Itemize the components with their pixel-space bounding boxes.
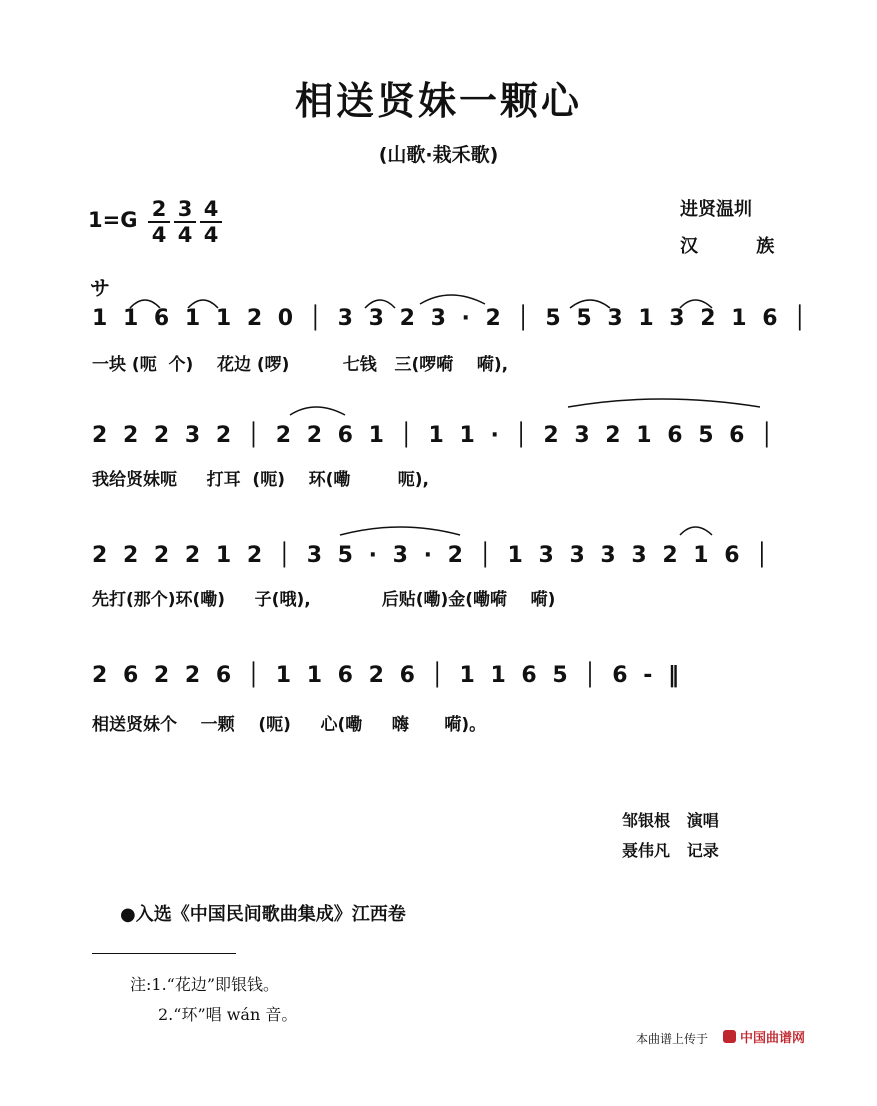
lyrics-line-3: 先打(那个)环(嘞) 子(哦), 后贴(嘞)金(嘞嗬 嗬) [92, 590, 556, 610]
notation-line-1: 1 1 6 1 1 2 0 │ 3 3 2 3 · 2 │ 5 5 3 1 3 2 1 6 │ [92, 306, 811, 331]
lyrics-line-1: 一块 (呃 个) 花边 (啰) 七钱 三(啰嗬 嗬), [92, 355, 509, 375]
credit-role: 记录 [686, 841, 719, 860]
meter-denominator: 4 [177, 223, 193, 247]
key-signature: 1=G [88, 208, 138, 232]
upload-text: 本曲谱上传于 [636, 1032, 709, 1046]
notation-line-3: 2 2 2 2 1 2 │ 3 5 · 3 · 2 │ 1 3 3 3 3 2 1 6 │ [92, 543, 773, 568]
site-name: 中国曲谱网 [740, 1031, 806, 1046]
credit-recorder [622, 838, 719, 861]
free-tempo-mark: サ [90, 276, 110, 300]
credit-name: 邹银根 [622, 811, 671, 830]
meter-numerator: 2 [148, 197, 170, 223]
time-signature-3-4 [174, 197, 196, 247]
song-genre: (山歌·栽禾歌) [378, 144, 499, 166]
slur-marks-2 [90, 395, 790, 425]
credit-singer [622, 808, 719, 831]
ethnicity-char: 族 [756, 236, 775, 257]
ethnicity-char: 汉 [680, 236, 698, 257]
time-signature-2-4 [148, 197, 170, 247]
time-signature-4-4 [200, 197, 222, 247]
source-note: ●入选《中国民间歌曲集成》江西卷 [120, 904, 406, 925]
slur-marks-3 [90, 515, 790, 545]
site-logo-icon [723, 1030, 736, 1043]
notation-line-2: 2 2 2 3 2 │ 2 2 6 1 │ 1 1 · │ 2 3 2 1 6 5 6 │ [92, 423, 778, 448]
lyrics-line-4: 相送贤妹个 一颗 (呃) 心(嘞 嗨 嗬)。 [92, 715, 487, 735]
lyrics-line-2: 我给贤妹呃 打耳 (呃) 环(嘞 呃), [92, 470, 429, 490]
song-region: 进贤温圳 [680, 199, 752, 220]
credit-name: 聂伟凡 [622, 841, 671, 860]
notation-line-4: 2 6 2 2 6 │ 1 1 6 2 6 │ 1 1 6 5 │ 6 - ‖ [92, 663, 684, 688]
credit-role: 演唱 [686, 811, 719, 830]
meter-denominator: 4 [203, 223, 219, 247]
meter-denominator: 4 [151, 223, 167, 247]
song-title: 相送贤妹一颗心 [294, 78, 582, 123]
footnote-1: 注:1.“花边”即银钱。 [130, 975, 280, 994]
meter-numerator: 4 [200, 197, 222, 223]
meter-numerator: 3 [174, 197, 196, 223]
footnote-2: 2.“环”唱 wán 音。 [158, 1005, 298, 1024]
song-ethnicity [680, 232, 774, 258]
footnote-divider [92, 953, 236, 954]
